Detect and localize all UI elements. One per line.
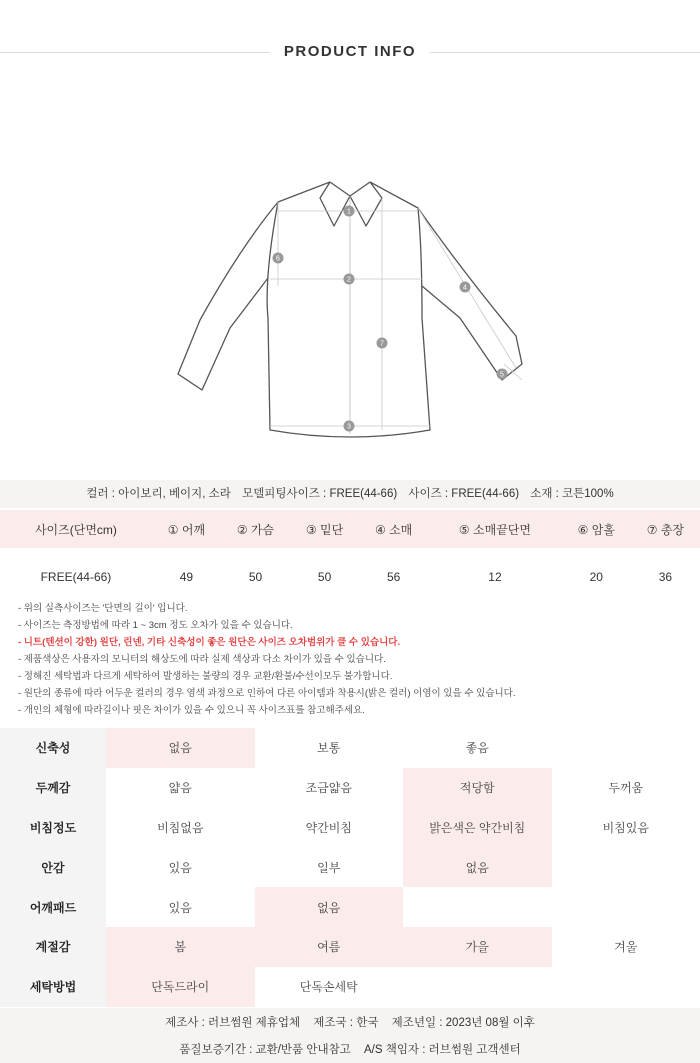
size-header-cell: ⑥ 암홀 (562, 510, 631, 548)
marker-cuff (497, 369, 508, 380)
table-row (0, 548, 700, 606)
as-info: A/S 책임자 : 러브썸원 고객센터 (363, 1044, 521, 1056)
svg-text:5: 5 (500, 371, 504, 379)
attribute-label: 어깨패드 (0, 887, 106, 927)
material-info: 소재 : 코튼100% (530, 488, 614, 500)
manufacturer-footer (0, 1008, 700, 1063)
size-header-cell: ⑦ 총장 (631, 510, 700, 548)
product-summary-bar (0, 480, 700, 508)
attribute-row (0, 967, 700, 1007)
size-header-cell: ② 가슴 (221, 510, 290, 548)
maker-info: 제조사 : 러브썸원 제휴업체 (165, 1017, 301, 1029)
size-table-header (0, 510, 700, 548)
marker-hem (344, 421, 355, 432)
attribute-option (403, 887, 552, 927)
attribute-row (0, 728, 700, 768)
attribute-option: 없음 (403, 847, 552, 887)
attribute-option: 조금얇음 (305, 781, 352, 796)
attribute-option: 있음 (168, 860, 192, 875)
attribute-label: 두께감 (0, 768, 106, 808)
notice-item: - 제품색상은 사용자의 모니터의 해상도에 따라 실제 색상과 다소 차이가 있을 수 있습니다. (18, 654, 386, 665)
attribute-option: 약간비침 (305, 820, 352, 835)
attribute-option (403, 967, 552, 1007)
notice-item: - 개인의 체형에 따라길이나 핏은 차이가 있을 수 있으니 꼭 사이즈표를 참고해주세요. (18, 705, 365, 716)
footer-row (0, 1008, 700, 1035)
attribute-option: 일부 (317, 860, 341, 875)
attribute-row (0, 847, 700, 887)
notice-item: - 사이즈는 측정방법에 따라 1 ~ 3cm 정도 오차가 있을 수 있습니다. (18, 620, 293, 631)
attribute-option (552, 847, 700, 887)
attribute-label: 비침정도 (0, 808, 106, 848)
attribute-label: 계절감 (0, 927, 106, 967)
attribute-option: 없음 (255, 887, 404, 927)
attribute-option (552, 967, 700, 1007)
attribute-option: 밝은색은 약간비침 (403, 808, 552, 848)
size-cell: 50 (248, 570, 263, 584)
marker-chest (344, 274, 355, 285)
size-info: 사이즈 : FREE(44-66) (408, 488, 520, 500)
size-header-cell: ⑤ 소매끝단면 (428, 510, 562, 548)
attribute-option: 봄 (106, 927, 255, 967)
notice-item: - 원단의 종류에 따라 어두운 컬러의 경우 염색 과정으로 인하여 다른 아이템과 착용시(밝은 컬러) 이염이 있을 수 있습니다. (18, 688, 516, 699)
warranty-info: 품질보증기간 : 교환/반품 안내참고 (179, 1044, 351, 1056)
size-cell: 56 (386, 570, 401, 584)
marker-length (377, 338, 388, 349)
attribute-option: 겨울 (614, 940, 638, 955)
attribute-row (0, 768, 700, 808)
size-cell: FREE(44-66) (40, 570, 112, 584)
marker-shoulder (344, 206, 355, 217)
marker-armhole (273, 253, 284, 264)
attribute-option: 비침있음 (602, 820, 649, 835)
fabric-attribute-table (0, 728, 700, 1007)
svg-text:3: 3 (347, 423, 351, 431)
attribute-option: 없음 (106, 728, 255, 768)
size-cell: 12 (488, 570, 502, 584)
size-table (0, 510, 700, 606)
attribute-option (552, 728, 700, 768)
attribute-row (0, 887, 700, 927)
color-info: 컬러 : 아이보리, 베이지, 소라 (86, 488, 231, 500)
attribute-label: 세탁방법 (0, 967, 106, 1007)
attribute-option: 가을 (403, 927, 552, 967)
notice-item-warning: - 니트(텐션이 강한) 원단, 린넨, 기타 신축성이 좋은 원단은 사이즈 오차범위가 클 수 있습니다. (18, 637, 401, 648)
svg-text:4: 4 (463, 284, 467, 292)
attribute-option: 비침없음 (157, 820, 204, 835)
attribute-option: 얇음 (168, 781, 192, 796)
attribute-option: 좋음 (465, 741, 489, 756)
size-header-cell: 사이즈(단면cm) (0, 510, 152, 548)
attribute-option: 보통 (317, 741, 341, 756)
size-header-cell: ④ 소매 (359, 510, 428, 548)
attribute-label: 안감 (0, 847, 106, 887)
size-header-cell: ① 어깨 (152, 510, 221, 548)
notice-list (18, 600, 688, 719)
attribute-option: 단독드라이 (106, 967, 255, 1007)
measurement-markers (273, 206, 508, 432)
country-info: 제조국 : 한국 (313, 1017, 379, 1029)
notice-item: - 위의 실측사이즈는 '단면의 길이' 입니다. (18, 603, 188, 614)
attribute-option: 여름 (255, 927, 404, 967)
svg-text:2: 2 (347, 276, 351, 284)
size-cell: 50 (317, 570, 332, 584)
size-cell: 20 (589, 570, 603, 584)
attribute-option: 적당함 (403, 768, 552, 808)
divider-right (430, 52, 700, 53)
attribute-row (0, 927, 700, 967)
svg-text:7: 7 (380, 340, 384, 348)
svg-text:1: 1 (347, 208, 351, 216)
attribute-option (552, 887, 700, 927)
marker-sleeve (460, 282, 471, 293)
section-title: PRODUCT INFO (283, 43, 417, 60)
size-header-cell: ③ 밑단 (290, 510, 359, 548)
model-size-info: 모델피팅사이즈 : FREE(44-66) (242, 488, 398, 500)
attribute-option: 있음 (168, 900, 192, 915)
date-info: 제조년일 : 2023년 08월 이후 (391, 1017, 535, 1029)
attribute-option: 단독손세탁 (299, 980, 358, 995)
attribute-option: 두꺼움 (608, 781, 644, 796)
size-cell: 36 (658, 570, 673, 584)
attribute-label: 신축성 (0, 728, 106, 768)
size-cell: 49 (179, 570, 194, 584)
footer-row (0, 1035, 700, 1062)
attribute-row (0, 808, 700, 848)
svg-text:6: 6 (276, 255, 280, 263)
notice-item: - 정해진 세탁법과 다르게 세탁하여 발생하는 불량의 경우 교환/환불/수선이모두 불가합니다. (18, 671, 393, 682)
shirt-measurement-diagram (160, 168, 540, 448)
section-header (0, 0, 700, 100)
